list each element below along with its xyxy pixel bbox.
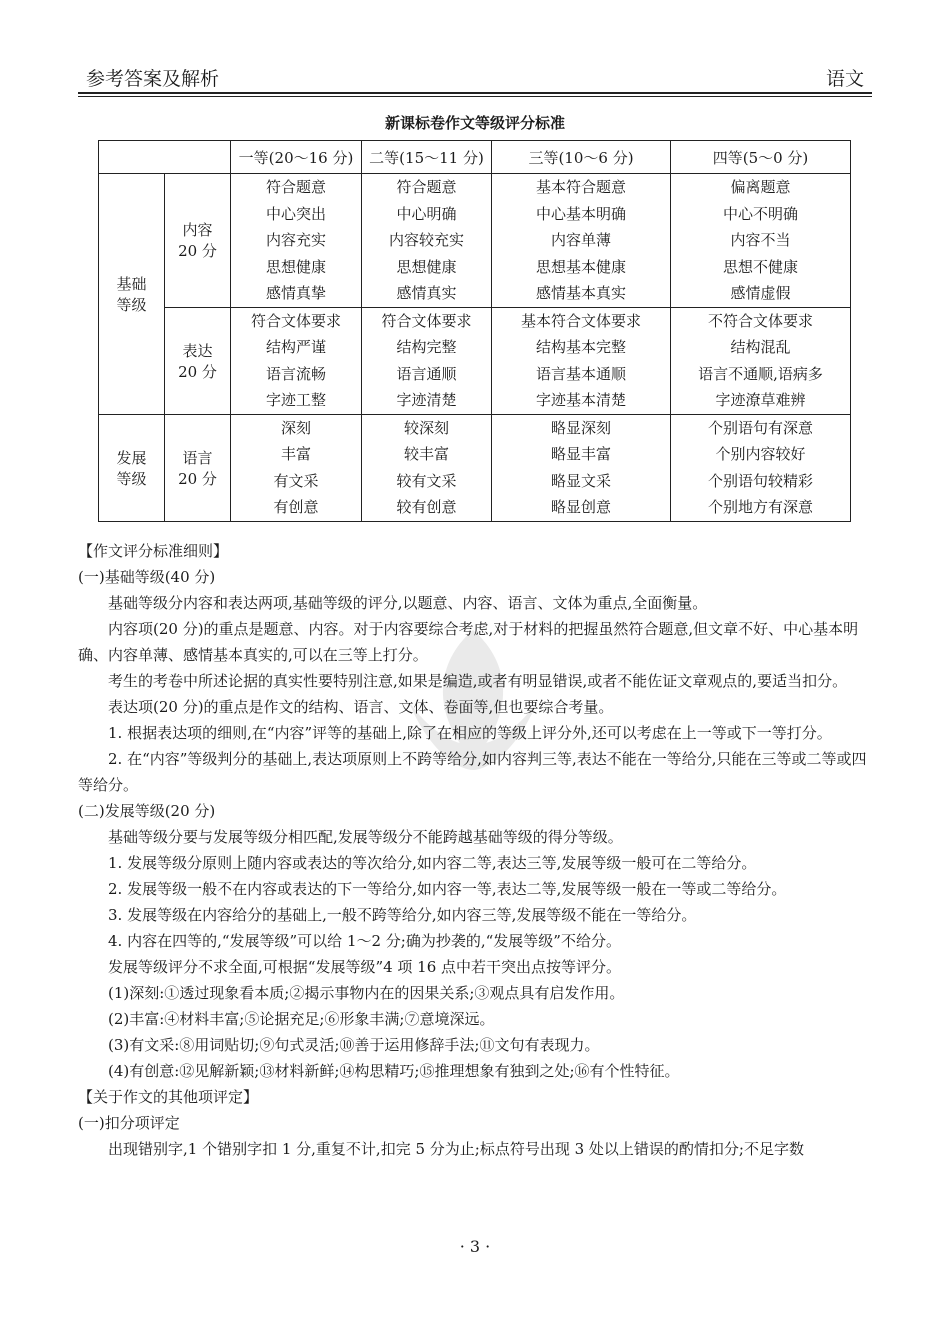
header-blank-cell (99, 141, 231, 174)
header-left-title: 参考答案及解析 (86, 68, 220, 90)
paragraph: 2. 在“内容”等级判分的基础上,表达项原则上不跨等给分,如内容判三等,表达不能在一等给分,只能在三等或二等或四等给分。 (78, 750, 867, 794)
paragraph: 3. 发展等级在内容给分的基础上,一般不跨等给分,如内容三等,发展等级不能在一等给分。 (108, 906, 697, 924)
header-subject: 语文 (825, 68, 864, 90)
development-level-label: 发展 等级 (99, 414, 165, 521)
paragraph: 基础等级分要与发展等级分相匹配,发展等级分不能跨越基础等级的得分等级。 (108, 828, 623, 846)
language-cell: 略显深刻 略显丰富 略显文采 略显创意 (492, 414, 671, 521)
grade-header: 四等(5～0 分) (671, 141, 851, 174)
paragraph: (2)丰富:④材料丰富;⑤论据充足;⑥形象丰满;⑦意境深远。 (108, 1010, 495, 1028)
expression-cell: 基本符合文体要求 结构基本完整 语言基本通顺 字迹基本清楚 (492, 307, 671, 414)
language-cell: 深刻 丰富 有文采 有创意 (231, 414, 362, 521)
table-row-content (99, 174, 851, 308)
basic-level-label: 基础 等级 (99, 174, 165, 415)
language-cell: 个别语句有深意 个别内容较好 个别语句较精彩 个别地方有深意 (671, 414, 851, 521)
paragraph: 考生的考卷中所述论据的真实性要特别注意,如果是编造,或者有明显错误,或者不能佐证文章观点的,要适当扣分。 (108, 672, 848, 690)
grade-header: 三等(10～6 分) (492, 141, 671, 174)
document-body (78, 538, 874, 1162)
page-header (78, 58, 872, 94)
paragraph: 发展等级评分不求全面,可根据“发展等级”4 项 16 点中若干突出点按等评分。 (108, 958, 622, 976)
grade-header: 一等(20～16 分) (231, 141, 362, 174)
table-row-language (99, 414, 851, 521)
table-row-expression (99, 307, 851, 414)
paragraph: 出现错别字,1 个错别字扣 1 分,重复不计,扣完 5 分为止;标点符号出现 3 处以上错误的酌情扣分;不足字数 (108, 1140, 804, 1158)
paragraph: (4)有创意:⑫见解新颖;⑬材料新鲜;⑭构思精巧;⑮推理想象有独到之处;⑯有个性特征。 (108, 1062, 680, 1080)
table-title: 新课标卷作文等级评分标准 (384, 114, 565, 132)
grading-table (98, 140, 851, 522)
paragraph: 基础等级分内容和表达两项,基础等级的评分,以题意、内容、语言、文体为重点,全面衡量。 (108, 594, 708, 612)
content-cell: 符合题意 中心明确 内容较充实 思想健康 感情真实 (362, 174, 492, 308)
table-header-row (99, 141, 851, 174)
section-heading: 【作文评分标准细则】 (78, 542, 229, 560)
paragraph: 内容项(20 分)的重点是题意、内容。对于内容要综合考虑,对于材料的把握虽然符合题意,但文章不好、中心基本明确、内容单薄、感情基本真实的,可以在三等上打分。 (78, 620, 859, 664)
paragraph: 4. 内容在四等的,“发展等级”可以给 1～2 分;确为抄袭的,“发展等级”不给分。 (108, 932, 621, 950)
paragraph: (3)有文采:⑧用词贴切;⑨句式灵活;⑩善于运用修辞手法;⑪文句有表现力。 (108, 1036, 600, 1054)
subsection-heading: (二)发展等级(20 分) (78, 802, 216, 820)
content-cell: 偏离题意 中心不明确 内容不当 思想不健康 感情虚假 (671, 174, 851, 308)
subsection-heading: (一)基础等级(40 分) (78, 568, 216, 586)
expression-label: 表达 20 分 (165, 307, 231, 414)
language-label: 语言 20 分 (165, 414, 231, 521)
expression-cell: 不符合文体要求 结构混乱 语言不通顺,语病多 字迹潦草难辨 (671, 307, 851, 414)
section-heading: 【关于作文的其他项评定】 (78, 1088, 259, 1106)
content-cell: 基本符合题意 中心基本明确 内容单薄 思想基本健康 感情基本真实 (492, 174, 671, 308)
expression-cell: 符合文体要求 结构严谨 语言流畅 字迹工整 (231, 307, 362, 414)
content-label: 内容 20 分 (165, 174, 231, 308)
paragraph: 表达项(20 分)的重点是作文的结构、语言、文体、卷面等,但也要综合考量。 (108, 698, 614, 716)
paragraph: (1)深刻:①透过现象看本质;②揭示事物内在的因果关系;③观点具有启发作用。 (108, 984, 625, 1002)
paragraph: 1. 根据表达项的细则,在“内容”评等的基础上,除了在相应的等级上评分外,还可以考虑在上一等或下一等打分。 (108, 724, 832, 742)
page-number: · 3 · (459, 1237, 491, 1256)
expression-cell: 符合文体要求 结构完整 语言通顺 字迹清楚 (362, 307, 492, 414)
paragraph: 2. 发展等级一般不在内容或表达的下一等给分,如内容一等,表达二等,发展等级一般在一等或二等给分。 (108, 880, 787, 898)
header-rule-thick (78, 92, 872, 94)
paragraph: 1. 发展等级分原则上随内容或表达的等次给分,如内容二等,表达三等,发展等级一般可在二等给分。 (108, 854, 757, 872)
language-cell: 较深刻 较丰富 较有文采 较有创意 (362, 414, 492, 521)
content-cell: 符合题意 中心突出 内容充实 思想健康 感情真挚 (231, 174, 362, 308)
grade-header: 二等(15～11 分) (362, 141, 492, 174)
subsection-heading: (一)扣分项评定 (78, 1114, 180, 1132)
header-rule-thin (78, 96, 872, 97)
